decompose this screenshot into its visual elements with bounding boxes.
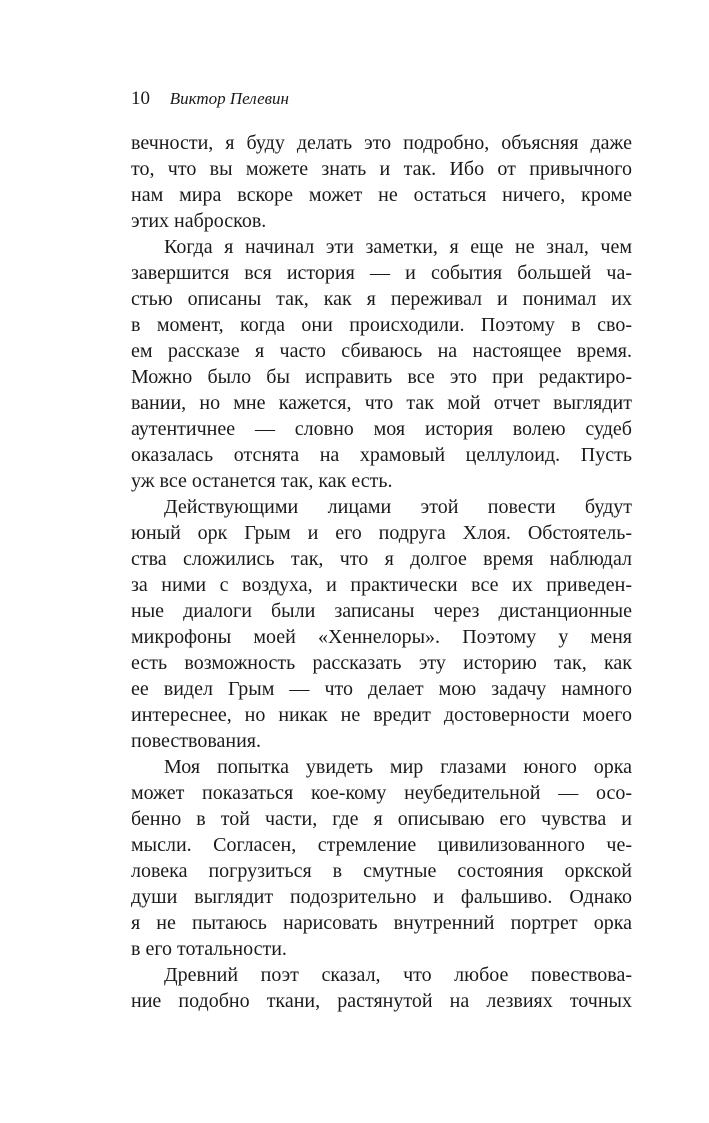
body-text: [131, 130, 632, 1014]
text-line: [131, 260, 632, 286]
text-line-content: вании, но мне кажется, что так мой отчет выглядит: [131, 392, 632, 414]
paragraph-first-line: [131, 962, 632, 988]
running-head-author: Виктор Пелевин: [169, 89, 289, 108]
text-line-content: ние подобно ткани, растянутой на лезвиях точных: [131, 990, 632, 1012]
paragraph-first-line: [131, 234, 632, 260]
text-line: [131, 806, 632, 832]
text-line-content: ем рассказе я часто сбиваюсь на настоящее время.: [131, 340, 632, 362]
text-line: [131, 416, 632, 442]
text-line: [131, 130, 632, 156]
text-line-content: завершится вся история — и события большей ча-: [131, 262, 632, 284]
text-line: [131, 468, 632, 494]
text-line-content: оказалась отснята на храмовый целлулоид. Пусть: [131, 444, 632, 466]
text-line: [131, 702, 632, 728]
text-line: [131, 780, 632, 806]
text-line: [131, 364, 632, 390]
text-line: [131, 390, 632, 416]
text-line-content: я не пытаюсь нарисовать внутренний портрет орка: [131, 912, 632, 934]
text-line: [131, 650, 632, 676]
page-number: 10: [131, 88, 150, 109]
text-line: [131, 182, 632, 208]
text-line-content: то, что вы можете знать и так. Ибо от привычного: [131, 158, 632, 180]
text-line-content: Действующими лицами этой повести будут: [164, 496, 632, 518]
text-line-content: может показаться кое-кому неубедительной — осо-: [131, 782, 632, 804]
text-line-content: ловека погрузиться в смутные состояния оркской: [131, 860, 632, 882]
paragraph-first-line: [131, 494, 632, 520]
text-line-content: Можно было бы исправить все это при редактиро-: [131, 366, 632, 388]
text-line: [131, 572, 632, 598]
text-line: [131, 286, 632, 312]
text-line-content: аутентичнее — словно моя история волею судеб: [131, 418, 632, 440]
text-line: [131, 832, 632, 858]
text-line-content: души выглядит подозрительно и фальшиво. Однако: [131, 886, 632, 908]
text-line-content: уж все останется так, как есть.: [131, 470, 393, 492]
text-line-content: интереснее, но никак не вредит достоверности моего: [131, 704, 632, 726]
text-line-content: мысли. Согласен, стремление цивилизованного че-: [131, 834, 632, 856]
text-line: [131, 858, 632, 884]
text-line-content: есть возможность рассказать эту историю так, как: [131, 652, 632, 674]
text-line: [131, 676, 632, 702]
text-line: [131, 546, 632, 572]
text-line-content: Древний поэт сказал, что любое повествова-: [164, 964, 632, 986]
text-line: [131, 520, 632, 546]
text-line: [131, 338, 632, 364]
text-line-content: ее видел Грым — что делает мою задачу намного: [131, 678, 632, 700]
text-line-content: микрофоны моей «Хеннелоры». Поэтому у меня: [131, 626, 632, 648]
text-line: [131, 598, 632, 624]
text-line-content: повествования.: [131, 730, 261, 752]
text-line: [131, 442, 632, 468]
text-line: [131, 728, 632, 754]
paragraph-first-line: [131, 754, 632, 780]
text-line-content: нам мира вскоре может не остаться ничего, кроме: [131, 184, 632, 206]
text-line-content: стью описаны так, как я переживал и понимал их: [131, 288, 632, 310]
text-line-content: Когда я начинал эти заметки, я еще не знал, чем: [164, 236, 632, 258]
text-line-content: в момент, когда они происходили. Поэтому в сво-: [131, 314, 632, 336]
text-line-content: Моя попытка увидеть мир глазами юного орка: [164, 756, 632, 778]
text-line: [131, 624, 632, 650]
text-line: [131, 156, 632, 182]
text-line-content: юный орк Грым и его подруга Хлоя. Обстоятель-: [131, 522, 632, 544]
text-line-content: ства сложились так, что я долгое время наблюдал: [131, 548, 632, 570]
text-line-content: в его тотальности.: [131, 938, 287, 960]
text-line: [131, 312, 632, 338]
text-line: [131, 208, 632, 234]
text-line-content: ные диалоги были записаны через дистанционные: [131, 600, 632, 622]
text-line-content: этих набросков.: [131, 210, 267, 232]
text-line: [131, 884, 632, 910]
text-line-content: вечности, я буду делать это подробно, объясняя даже: [131, 132, 632, 154]
running-head: [131, 87, 289, 111]
text-line-content: бенно в той части, где я описываю его чувства и: [131, 808, 632, 830]
text-line: [131, 988, 632, 1014]
text-line-content: за ними с воздуха, и практически все их приведен-: [131, 574, 632, 596]
text-line: [131, 910, 632, 936]
text-line: [131, 936, 632, 962]
